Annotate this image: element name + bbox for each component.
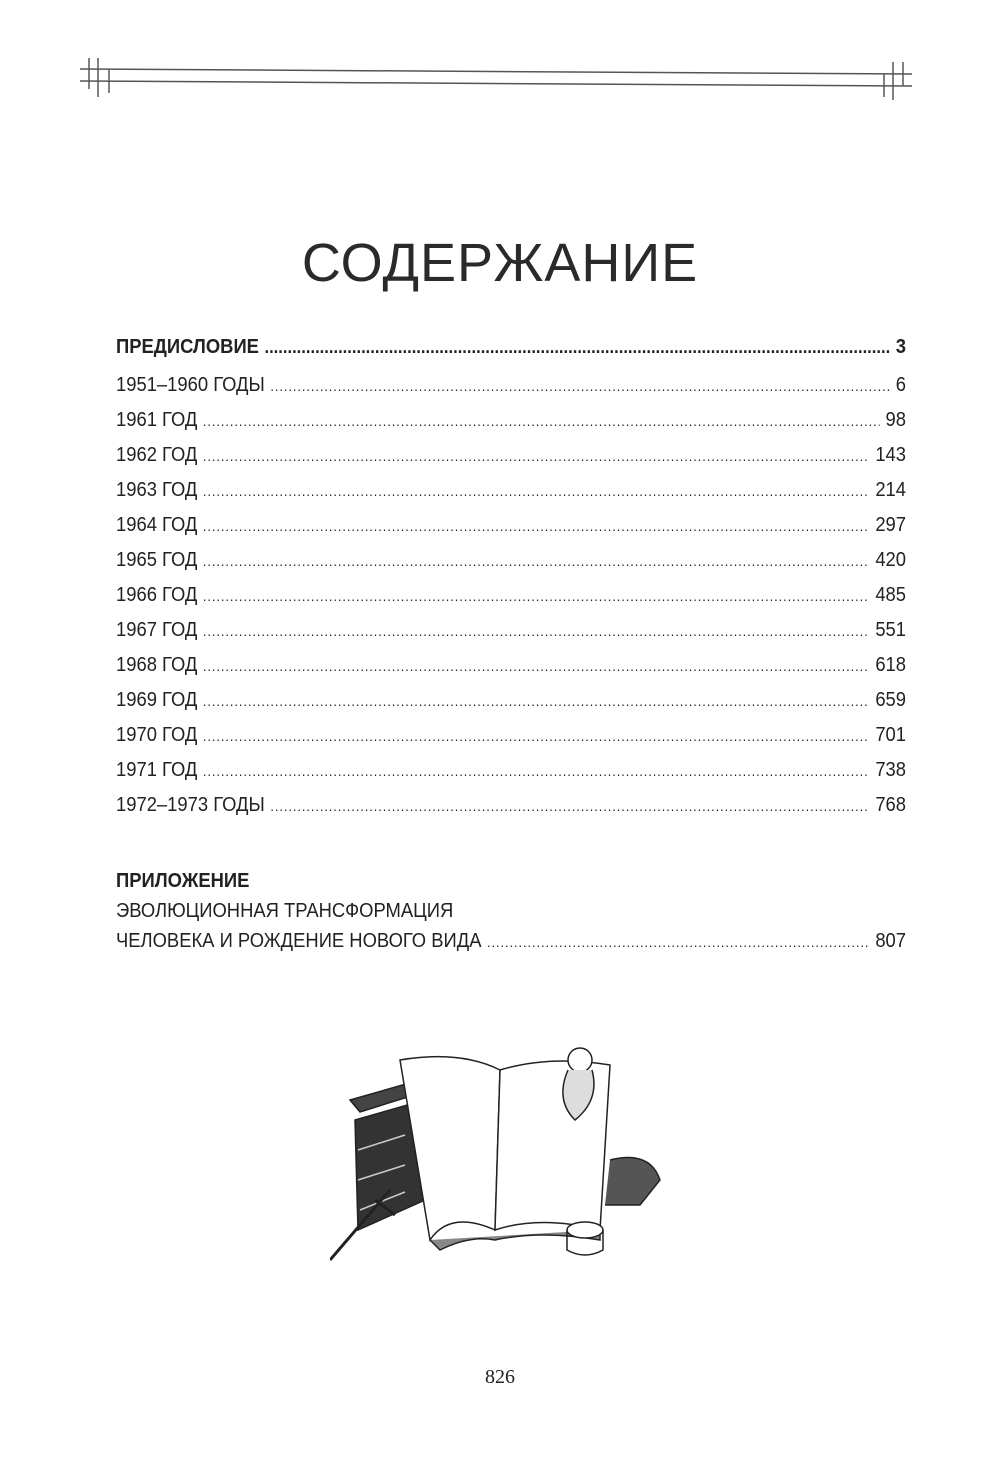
toc-page: 420 <box>875 549 907 571</box>
toc-page: 143 <box>875 444 907 466</box>
toc-label: 1965 ГОД <box>116 549 198 571</box>
header-ornament-rule <box>0 0 1000 110</box>
toc-entry[interactable] <box>116 794 906 829</box>
toc-page: 98 <box>885 409 907 431</box>
toc-page: 551 <box>875 619 907 641</box>
toc-label: 1964 ГОД <box>116 514 198 536</box>
leader-dots <box>203 413 880 429</box>
toc-page: 6 <box>895 374 907 396</box>
leader-dots <box>270 798 869 814</box>
leader-dots <box>203 483 870 499</box>
page-title: СОДЕРЖАНИЕ <box>301 233 699 293</box>
toc-entry[interactable] <box>116 336 906 374</box>
page-number: 826 <box>485 1366 515 1388</box>
leader-dots <box>270 378 890 394</box>
leader-dots <box>203 448 870 464</box>
toc-page: 618 <box>875 654 907 676</box>
book-illustration <box>330 1040 670 1265</box>
toc-label: 1967 ГОД <box>116 619 198 641</box>
toc-label: ЧЕЛОВЕКА И РОЖДЕНИЕ НОВОГО ВИДА <box>116 930 482 952</box>
toc-page: 297 <box>875 514 907 536</box>
toc-label: ПРЕДИСЛОВИЕ <box>116 336 259 358</box>
toc-entry[interactable] <box>116 479 906 514</box>
toc-entry[interactable] <box>116 724 906 759</box>
leader-dots <box>264 337 890 358</box>
toc-entry[interactable] <box>116 374 906 409</box>
leader-dots <box>203 763 870 779</box>
toc-page: 768 <box>875 794 907 816</box>
toc-page: 701 <box>875 724 907 746</box>
leader-dots <box>203 728 870 744</box>
toc-entry[interactable] <box>116 444 906 479</box>
toc-entry-appendix[interactable] <box>116 930 906 960</box>
toc-label: 1961 ГОД <box>116 409 198 431</box>
appendix-heading: ПРИЛОЖЕНИЕ <box>116 870 250 892</box>
toc-entry[interactable] <box>116 584 906 619</box>
toc-label: 1971 ГОД <box>116 759 198 781</box>
toc-page: 3 <box>895 336 907 358</box>
toc-page: 807 <box>875 930 907 952</box>
toc-label: 1969 ГОД <box>116 689 198 711</box>
leader-dots <box>203 658 870 674</box>
toc-label: 1972–1973 ГОДЫ <box>116 794 265 816</box>
toc-entry[interactable] <box>116 619 906 654</box>
toc-label: 1970 ГОД <box>116 724 198 746</box>
leader-dots <box>487 934 870 950</box>
toc-entry[interactable] <box>116 689 906 724</box>
appendix-title-line-1: ЭВОЛЮЦИОННАЯ ТРАНСФОРМАЦИЯ <box>116 900 454 922</box>
toc-label: 1963 ГОД <box>116 479 198 501</box>
toc-entry[interactable] <box>116 549 906 584</box>
toc-label: 1962 ГОД <box>116 444 198 466</box>
toc-page: 485 <box>875 584 907 606</box>
toc-label: 1968 ГОД <box>116 654 198 676</box>
toc-page: 214 <box>875 479 907 501</box>
leader-dots <box>203 693 870 709</box>
leader-dots <box>203 518 870 534</box>
toc-entry[interactable] <box>116 514 906 549</box>
leader-dots <box>203 588 870 604</box>
toc-entry[interactable] <box>116 759 906 794</box>
toc-entry[interactable] <box>116 654 906 689</box>
appendix-section <box>116 870 906 960</box>
table-of-contents <box>116 336 906 829</box>
leader-dots <box>203 553 870 569</box>
toc-page: 738 <box>875 759 907 781</box>
toc-label: 1966 ГОД <box>116 584 198 606</box>
toc-label: 1951–1960 ГОДЫ <box>116 374 265 396</box>
leader-dots <box>203 623 870 639</box>
toc-page: 659 <box>875 689 907 711</box>
toc-entry[interactable] <box>116 409 906 444</box>
